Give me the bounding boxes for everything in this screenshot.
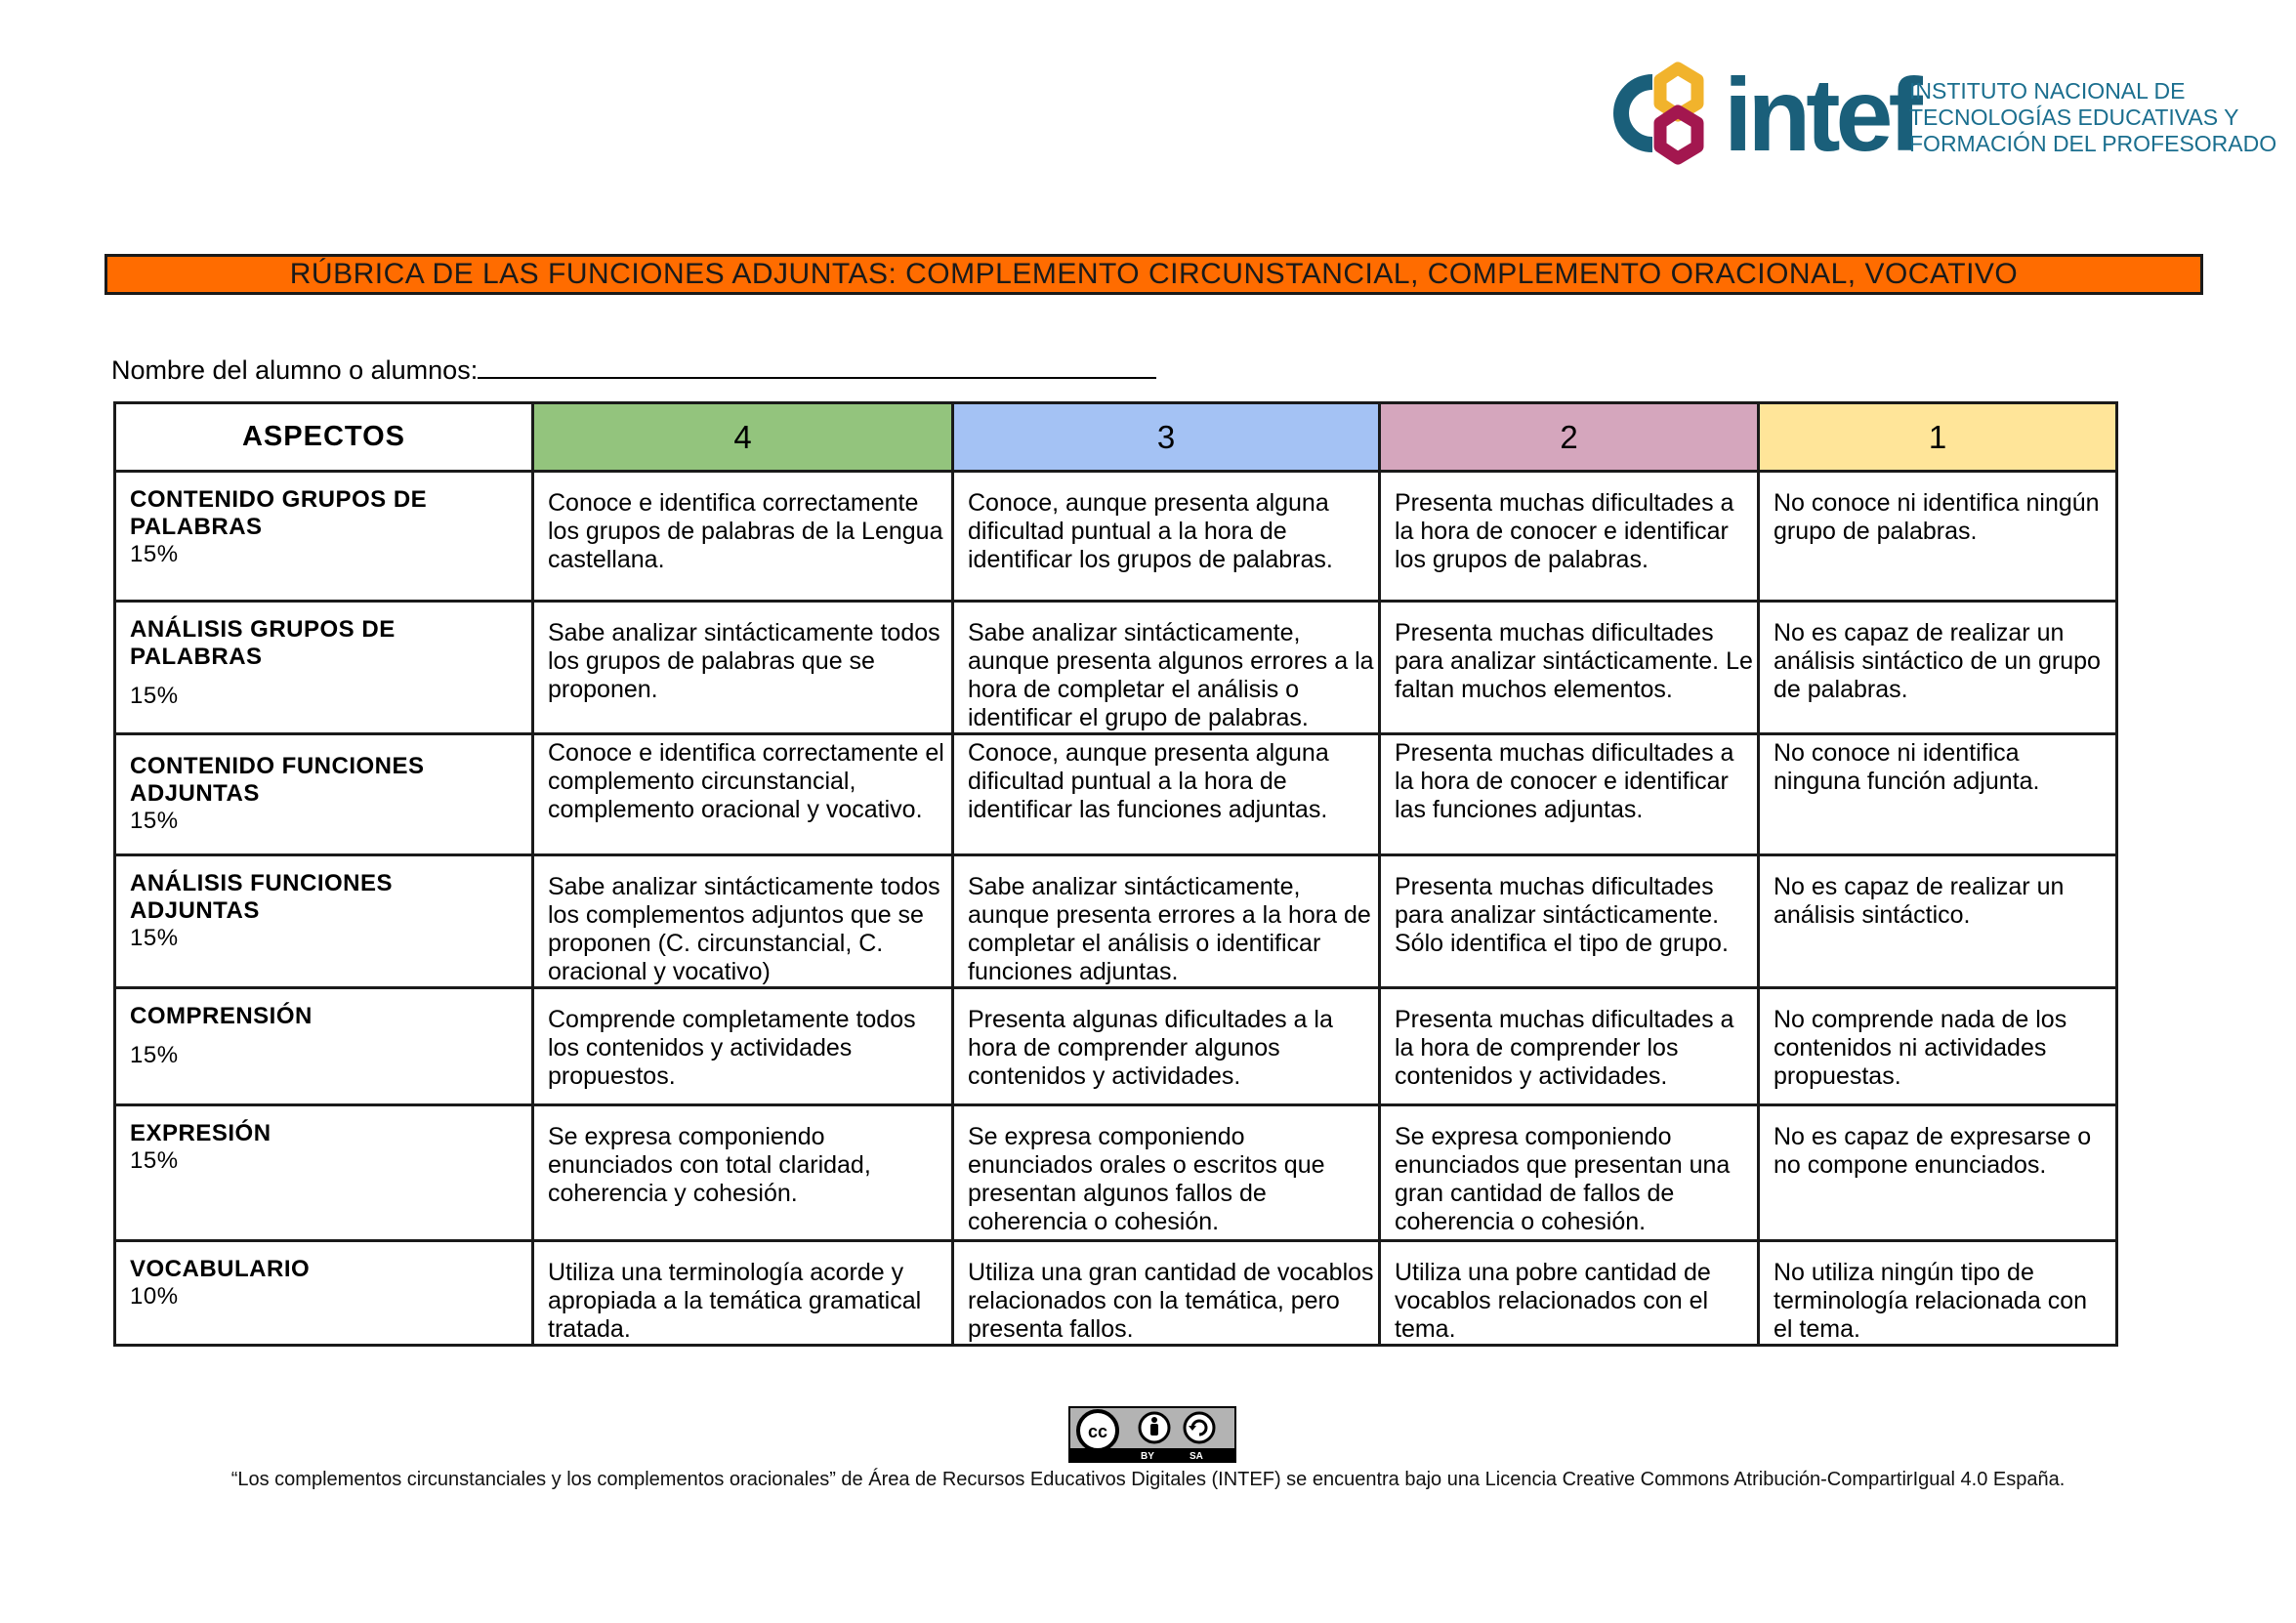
aspect-name: VOCABULARIO [130, 1256, 311, 1282]
criterion-cell: Presenta muchas dificultades a la hora de comprender los contenidos y actividades. [1380, 988, 1759, 1105]
criterion-cell: Sabe analizar sintácticamente todos los complementos adjuntos que se proponen (C. circunstancial, C. oracional y vocativo) [533, 855, 953, 988]
aspect-cell [115, 602, 533, 734]
aspect-weight: 15% [130, 541, 179, 567]
license-footer: “Los complementos circunstanciales y los complementos oracionales” de Área de Recursos Educativos Digitales (INTEF) se encuentra bajo una Licencia Creative Commons Atribución-CompartirIgual 4.0 España. [230, 1469, 2066, 1490]
header-score-2: 2 [1380, 403, 1759, 472]
aspect-cell [115, 988, 533, 1105]
cc-sa-label: SA [1190, 1451, 1203, 1462]
criterion-cell: Conoce e identifica correctamente los grupos de palabras de la Lengua castellana. [533, 472, 953, 602]
criterion-cell: No es capaz de realizar un análisis sintáctico de un grupo de palabras. [1759, 602, 2117, 734]
header-aspects: ASPECTOS [115, 403, 533, 472]
aspect-weight: 15% [130, 1042, 179, 1068]
rubric-row [115, 602, 2117, 734]
header-score-4: 4 [533, 403, 953, 472]
criterion-cell: Sabe analizar sintácticamente, aunque presenta errores a la hora de completar el análisis o identificar funciones adjuntas. [953, 855, 1380, 988]
criterion-cell: No es capaz de realizar un análisis sintáctico. [1759, 855, 2117, 988]
cc-license-badge[interactable] [1068, 1406, 1236, 1463]
aspect-cell [115, 1105, 533, 1241]
criterion-cell: Utiliza una gran cantidad de vocablos relacionados con la temática, pero presenta fallos. [953, 1241, 1380, 1346]
aspect-weight: 15% [130, 1147, 179, 1174]
aspect-name: COMPRENSIÓN [130, 1003, 313, 1029]
aspect-weight: 10% [130, 1283, 179, 1310]
rubric-row [115, 1105, 2117, 1241]
criterion-cell: Sabe analizar sintácticamente todos los grupos de palabras que se proponen. [533, 602, 953, 734]
institution-line: TECNOLOGÍAS EDUCATIVAS Y [1909, 104, 2239, 130]
student-name-line [111, 354, 1156, 386]
header-score-1: 1 [1759, 403, 2117, 472]
intef-logo-icon [1602, 61, 1717, 170]
rubric-row [115, 472, 2117, 602]
student-name-blank[interactable] [478, 354, 1156, 379]
aspect-cell [115, 855, 533, 988]
rubric-row [115, 988, 2117, 1105]
criterion-cell: Presenta muchas dificultades a la hora de conocer e identificar los grupos de palabras. [1380, 472, 1759, 602]
aspect-name: EXPRESIÓN [130, 1120, 271, 1146]
institution-name [1909, 78, 2276, 157]
intef-logo [1602, 58, 2277, 178]
criterion-cell: Presenta muchas dificultades para analizar sintácticamente. Le faltan muchos elementos. [1380, 602, 1759, 734]
sa-arrow-icon [1182, 1410, 1217, 1445]
aspect-name: ANÁLISIS GRUPOS DE PALABRAS [130, 616, 396, 670]
cc-by-label: BY [1141, 1451, 1154, 1462]
aspect-weight: 15% [130, 808, 179, 834]
institution-line: INSTITUTO NACIONAL DE [1909, 78, 2186, 104]
criterion-cell: Presenta muchas dificultades para analizar sintácticamente. Sólo identifica el tipo de grupo. [1380, 855, 1759, 988]
criterion-cell: Se expresa componiendo enunciados con total claridad, coherencia y cohesión. [533, 1105, 953, 1241]
rubric-row [115, 855, 2117, 988]
criterion-cell: Conoce e identifica correctamente el complemento circunstancial, complemento oracional y vocativo. [533, 734, 953, 855]
rubric-row [115, 1241, 2117, 1346]
aspect-weight: 15% [130, 925, 179, 951]
criterion-cell: No utiliza ningún tipo de terminología relacionada con el tema. [1759, 1241, 2117, 1346]
criterion-cell: Utiliza una terminología acorde y apropiada a la temática gramatical tratada. [533, 1241, 953, 1346]
aspect-weight: 15% [130, 683, 179, 709]
criterion-cell: Presenta algunas dificultades a la hora de comprender algunos contenidos y actividades. [953, 988, 1380, 1105]
criterion-cell: No comprende nada de los contenidos ni actividades propuestas. [1759, 988, 2117, 1105]
criterion-cell: Comprende completamente todos los contenidos y actividades propuestos. [533, 988, 953, 1105]
rubric-title: RÚBRICA DE LAS FUNCIONES ADJUNTAS: COMPLEMENTO CIRCUNSTANCIAL, COMPLEMENTO ORACIONAL, VOCATIVO [104, 254, 2203, 295]
rubric-table [113, 401, 2118, 1347]
by-person-icon [1137, 1410, 1172, 1445]
criterion-cell: Se expresa componiendo enunciados que presentan una gran cantidad de fallos de coherencia o cohesión. [1380, 1105, 1759, 1241]
aspect-name: ANÁLISIS FUNCIONES ADJUNTAS [130, 870, 394, 924]
criterion-cell: No conoce ni identifica ningún grupo de palabras. [1759, 472, 2117, 602]
criterion-cell: Conoce, aunque presenta alguna dificultad puntual a la hora de identificar los grupos de palabras. [953, 472, 1380, 602]
header-score-3: 3 [953, 403, 1380, 472]
criterion-cell: Utiliza una pobre cantidad de vocablos relacionados con el tema. [1380, 1241, 1759, 1346]
criterion-cell: Se expresa componiendo enunciados orales o escritos que presentan algunos fallos de coherencia o cohesión. [953, 1105, 1380, 1241]
criterion-cell: No es capaz de expresarse o no compone enunciados. [1759, 1105, 2117, 1241]
intef-wordmark: intef [1724, 58, 1918, 173]
svg-text:cc: cc [1087, 1422, 1108, 1441]
aspect-name: CONTENIDO GRUPOS DE PALABRAS [130, 486, 428, 540]
rubric-row [115, 734, 2117, 855]
criterion-cell: No conoce ni identifica ninguna función adjunta. [1759, 734, 2117, 855]
aspect-cell [115, 734, 533, 855]
aspect-cell [115, 1241, 533, 1346]
aspect-name: CONTENIDO FUNCIONES ADJUNTAS [130, 753, 425, 807]
rubric-header-row [115, 403, 2117, 472]
criterion-cell: Conoce, aunque presenta alguna dificultad puntual a la hora de identificar las funciones adjuntas. [953, 734, 1380, 855]
institution-line: FORMACIÓN DEL PROFESORADO [1909, 131, 2277, 156]
aspect-cell [115, 472, 533, 602]
criterion-cell: Sabe analizar sintácticamente, aunque presenta algunos errores a la hora de completar el análisis o identificar el grupo de palabras. [953, 602, 1380, 734]
criterion-cell: Presenta muchas dificultades a la hora de conocer e identificar las funciones adjuntas. [1380, 734, 1759, 855]
student-name-label: Nombre del alumno o alumnos: [111, 355, 479, 385]
